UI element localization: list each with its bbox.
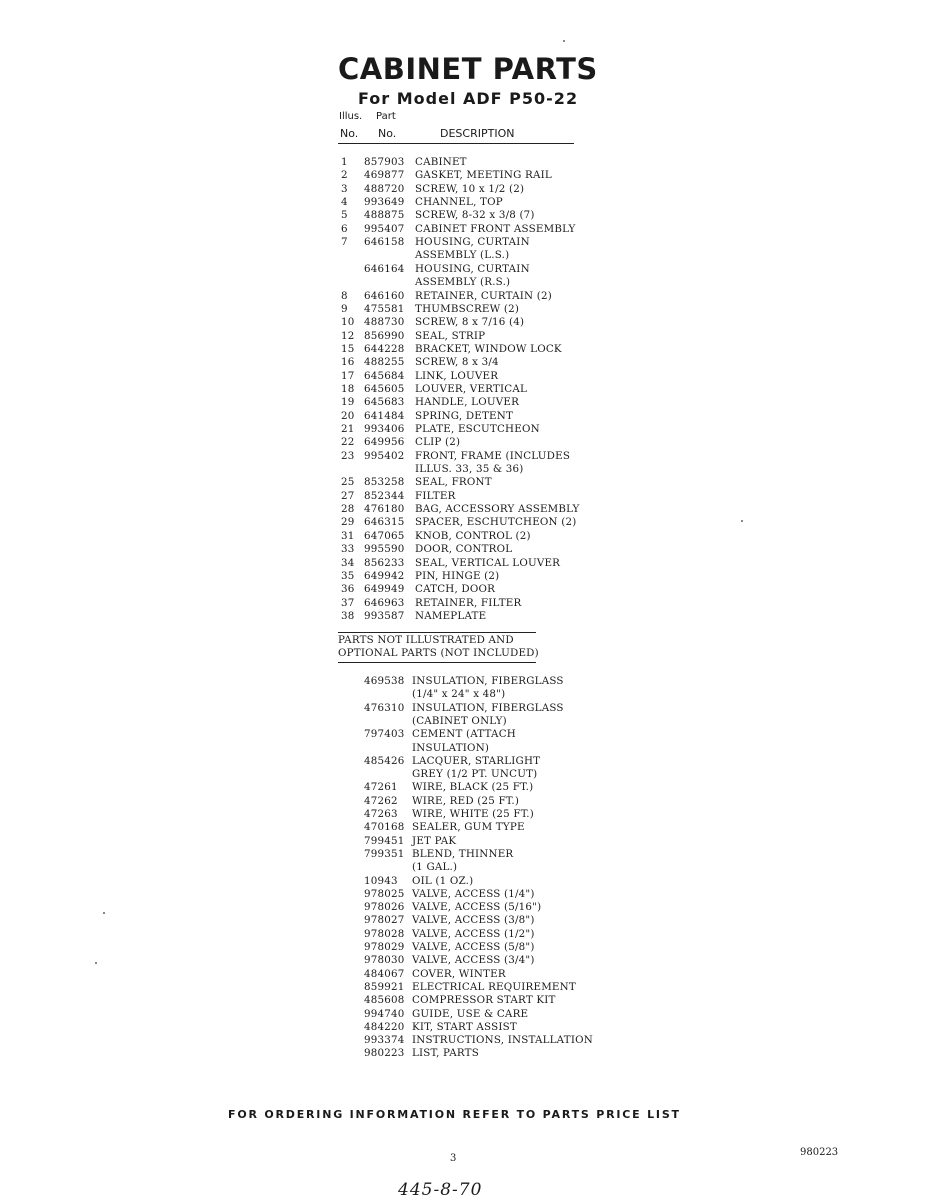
- illus-number: 9: [341, 302, 348, 315]
- part-description: LACQUER, STARLIGHT: [412, 754, 541, 767]
- part-description: SCREW, 8 x 3/4: [415, 356, 499, 369]
- part-description: SPACER, ESCHUTCHEON (2): [415, 516, 577, 529]
- part-number: 799351: [364, 847, 405, 860]
- part-description: HOUSING, CURTAIN: [415, 262, 530, 275]
- part-number: 476180: [364, 503, 405, 516]
- part-description: (1 GAL.): [412, 861, 458, 874]
- part-description: BAG, ACCESSORY ASSEMBLY: [415, 503, 580, 516]
- illus-number: 19: [341, 396, 355, 409]
- part-number: 641484: [364, 409, 405, 422]
- part-number: 649956: [364, 436, 405, 449]
- part-description: KNOB, CONTROL (2): [415, 529, 531, 542]
- part-description: LIST, PARTS: [412, 1047, 479, 1060]
- part-description: RETAINER, FILTER: [415, 596, 522, 609]
- part-description: VALVE, ACCESS (3/4"): [412, 954, 535, 967]
- header-illus: Illus.: [339, 111, 363, 122]
- part-description: ASSEMBLY (R.S.): [415, 276, 511, 289]
- part-number: 469538: [364, 675, 405, 687]
- part-description: WIRE, BLACK (25 FT.): [412, 781, 534, 794]
- optional-heading-line-2: OPTIONAL PARTS (NOT INCLUDED): [338, 647, 539, 659]
- part-description: LINK, LOUVER: [415, 369, 499, 382]
- part-number: 995402: [364, 449, 405, 462]
- part-description: GUIDE, USE & CARE: [412, 1007, 529, 1020]
- part-number: 488875: [364, 209, 405, 222]
- header-part-no: No.: [378, 127, 397, 140]
- part-number: 978026: [364, 901, 405, 914]
- illus-number: 17: [341, 369, 355, 382]
- part-description: CHANNEL, TOP: [415, 196, 503, 209]
- part-number: 488720: [364, 182, 405, 195]
- part-number: 475581: [364, 302, 405, 315]
- part-number: 978027: [364, 914, 405, 927]
- part-description: SEAL, STRIP: [415, 329, 486, 342]
- part-description: (CABINET ONLY): [412, 714, 507, 727]
- part-description: COVER, WINTER: [412, 967, 506, 980]
- section-rule-top: [338, 632, 536, 633]
- illus-number: 22: [341, 436, 355, 449]
- part-description: PLATE, ESCUTCHEON: [415, 423, 540, 435]
- part-number: 797403: [364, 728, 405, 741]
- scan-speck: [563, 40, 565, 42]
- part-number: 978030: [364, 954, 405, 967]
- part-description: CABINET FRONT ASSEMBLY: [415, 222, 576, 235]
- illus-number: 12: [341, 329, 355, 342]
- illus-number: 25: [341, 476, 355, 489]
- illus-number: 6: [341, 222, 348, 235]
- part-description: BLEND, THINNER: [412, 847, 514, 860]
- part-number: 484220: [364, 1020, 405, 1033]
- model-subtitle: For Model ADF P50-22: [358, 89, 579, 108]
- illus-number: 15: [341, 342, 355, 355]
- part-number: 993649: [364, 196, 405, 209]
- part-number: 993374: [364, 1034, 405, 1047]
- part-number: 853258: [364, 476, 405, 489]
- part-description: ELECTRICAL REQUIREMENT: [412, 980, 576, 993]
- part-description: VALVE, ACCESS (5/16"): [412, 901, 542, 914]
- part-description: CABINET: [415, 156, 467, 168]
- illus-number: 23: [341, 449, 355, 462]
- illus-number: 3: [341, 182, 348, 195]
- part-description: SCREW, 10 x 1/2 (2): [415, 182, 525, 195]
- illus-number: 16: [341, 356, 355, 369]
- part-description: GREY (1/2 PT. UNCUT): [412, 768, 538, 781]
- part-number: 852344: [364, 489, 405, 502]
- illus-number: 33: [341, 543, 355, 556]
- illus-number: 7: [341, 236, 348, 249]
- part-description: LOUVER, VERTICAL: [415, 382, 528, 395]
- part-number: 47263: [364, 808, 398, 820]
- scan-speck: [103, 912, 105, 914]
- handwritten-note: 445-8-70: [398, 1180, 483, 1200]
- part-description: HOUSING, CURTAIN: [415, 236, 530, 249]
- part-number: 995407: [364, 222, 405, 235]
- part-number: 488730: [364, 316, 405, 329]
- part-description: KIT, START ASSIST: [412, 1020, 517, 1033]
- part-number: 476310: [364, 701, 405, 714]
- part-number: 995590: [364, 543, 405, 556]
- illus-number: 38: [341, 609, 355, 622]
- part-number: 470168: [364, 821, 405, 834]
- part-number: 646158: [364, 236, 405, 249]
- part-number: 859921: [364, 980, 405, 993]
- part-description: GASKET, MEETING RAIL: [415, 169, 552, 182]
- illus-number: 37: [341, 596, 355, 609]
- illus-number: 20: [341, 409, 355, 422]
- part-description: ASSEMBLY (L.S.): [415, 249, 510, 262]
- part-number: 646315: [364, 516, 405, 529]
- illus-number: 8: [341, 289, 348, 302]
- section-rule-bottom: [338, 662, 536, 663]
- part-number: 47261: [364, 781, 398, 794]
- part-description: SEAL, VERTICAL LOUVER: [415, 556, 561, 569]
- part-description: SPRING, DETENT: [415, 409, 514, 422]
- part-number: 993406: [364, 423, 405, 435]
- part-description: THUMBSCREW (2): [415, 302, 520, 315]
- part-description: DOOR, CONTROL: [415, 543, 513, 556]
- illus-number: 10: [341, 316, 355, 329]
- part-number: 645605: [364, 382, 405, 395]
- part-number: 646160: [364, 289, 405, 302]
- scan-speck: [95, 962, 97, 964]
- part-description: FRONT, FRAME (INCLUDES: [415, 449, 571, 462]
- part-description: CATCH, DOOR: [415, 583, 496, 596]
- part-description: BRACKET, WINDOW LOCK: [415, 342, 562, 355]
- header-illus-no: No.: [340, 127, 359, 140]
- part-number: 646164: [364, 262, 405, 275]
- part-description: WIRE, RED (25 FT.): [412, 794, 520, 807]
- part-description: INSTRUCTIONS, INSTALLATION: [412, 1034, 593, 1047]
- part-description: INSULATION, FIBERGLASS: [412, 675, 564, 687]
- part-number: 856233: [364, 556, 405, 569]
- part-number: 645683: [364, 396, 405, 409]
- illus-number: 35: [341, 569, 355, 582]
- part-description: WIRE, WHITE (25 FT.): [412, 808, 534, 820]
- part-description: SEAL, FRONT: [415, 476, 492, 489]
- part-number: 980223: [364, 1047, 405, 1060]
- part-number: 856990: [364, 329, 405, 342]
- part-number: 857903: [364, 156, 405, 168]
- part-description: INSULATION): [412, 741, 490, 754]
- part-number: 10943: [364, 874, 398, 887]
- part-description: CEMENT (ATTACH: [412, 728, 516, 741]
- part-number: 484067: [364, 967, 405, 980]
- page-title: CABINET PARTS: [338, 52, 598, 86]
- illus-number: 2: [341, 169, 348, 182]
- part-description: SCREW, 8-32 x 3/8 (7): [415, 209, 535, 222]
- part-description: JET PAK: [412, 834, 457, 847]
- illus-number: 36: [341, 583, 355, 596]
- part-number: 485608: [364, 994, 405, 1007]
- part-number: 646963: [364, 596, 405, 609]
- part-number: 649942: [364, 569, 405, 582]
- header-part: Part: [376, 111, 396, 122]
- ordering-footer: FOR ORDERING INFORMATION REFER TO PARTS PRICE LIST: [228, 1108, 681, 1121]
- illus-number: 18: [341, 382, 355, 395]
- part-description: PIN, HINGE (2): [415, 569, 500, 582]
- part-description: INSULATION, FIBERGLASS: [412, 701, 564, 714]
- illus-number: 4: [341, 196, 348, 209]
- part-description: VALVE, ACCESS (3/8"): [412, 914, 535, 927]
- part-description: VALVE, ACCESS (1/4"): [412, 887, 535, 900]
- header-rule: [338, 143, 574, 144]
- part-description: CLIP (2): [415, 436, 461, 449]
- part-number: 645684: [364, 369, 405, 382]
- part-description: VALVE, ACCESS (1/2"): [412, 927, 535, 940]
- document-number: 980223: [800, 1147, 839, 1158]
- illus-number: 29: [341, 516, 355, 529]
- part-number: 647065: [364, 529, 405, 542]
- part-number: 649949: [364, 583, 405, 596]
- illus-number: 28: [341, 503, 355, 516]
- header-description: DESCRIPTION: [440, 127, 515, 140]
- illus-number: 31: [341, 529, 355, 542]
- illus-number: 5: [341, 209, 348, 222]
- page-number: 3: [450, 1153, 457, 1164]
- optional-heading-line-1: PARTS NOT ILLUSTRATED AND: [338, 634, 514, 646]
- part-number: 488255: [364, 356, 405, 369]
- illus-number: 34: [341, 556, 355, 569]
- illus-number: 27: [341, 489, 355, 502]
- part-description: (1/4" x 24" x 48"): [412, 688, 506, 701]
- part-description: VALVE, ACCESS (5/8"): [412, 941, 535, 953]
- part-number: 978025: [364, 887, 405, 900]
- part-description: HANDLE, LOUVER: [415, 396, 520, 409]
- part-description: RETAINER, CURTAIN (2): [415, 289, 552, 302]
- part-number: 644228: [364, 342, 405, 355]
- part-number: 469877: [364, 169, 405, 182]
- part-description: NAMEPLATE: [415, 609, 487, 622]
- part-description: FILTER: [415, 489, 456, 502]
- part-description: OIL (1 OZ.): [412, 874, 474, 887]
- part-number: 994740: [364, 1007, 405, 1020]
- part-number: 485426: [364, 754, 405, 767]
- part-description: ILLUS. 33, 35 & 36): [415, 463, 524, 476]
- part-number: 799451: [364, 834, 405, 847]
- part-description: SEALER, GUM TYPE: [412, 821, 525, 834]
- part-description: COMPRESSOR START KIT: [412, 994, 556, 1007]
- scan-speck: [741, 520, 743, 522]
- part-number: 993587: [364, 609, 405, 622]
- illus-number: 21: [341, 423, 355, 435]
- part-description: SCREW, 8 x 7/16 (4): [415, 316, 525, 329]
- illus-number: 1: [341, 156, 348, 168]
- part-number: 978028: [364, 927, 405, 940]
- part-number: 978029: [364, 941, 405, 953]
- part-number: 47262: [364, 794, 398, 807]
